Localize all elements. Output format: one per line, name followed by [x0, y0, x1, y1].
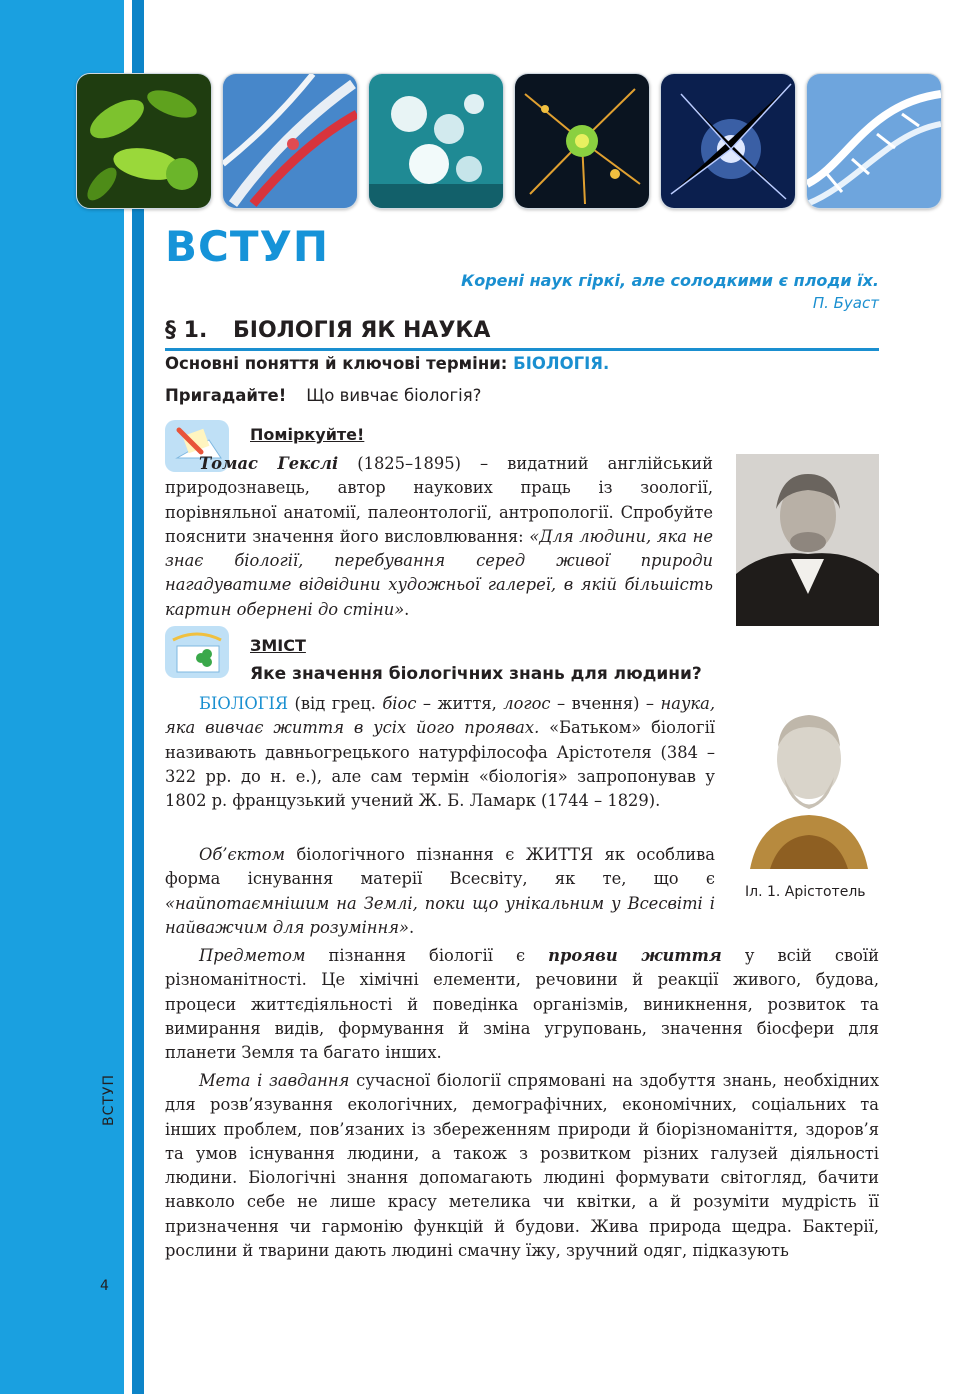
key-terms — [165, 354, 609, 373]
aristotle-bust — [740, 697, 878, 869]
epigraph-quote: Корені наук гіркі, але солодкими є плоди їх. — [461, 271, 879, 290]
content-question: Яке значення біологічних знань для людини? — [250, 664, 702, 684]
think-end: . — [404, 599, 410, 619]
recall-text: Що вивчає біологія? — [306, 386, 482, 405]
paragraph-title: БІОЛОГІЯ ЯК НАУКА — [233, 318, 491, 343]
p1-text-3: – вчення) – — [550, 694, 661, 713]
p2-text-1: біологічного пізнання є ЖИТТЯ як особлива форма існування матерії Всесвіту, як те, що є — [165, 845, 715, 889]
figure-caption: Іл. 1. Арістотель — [745, 884, 866, 900]
epigraph — [461, 270, 879, 314]
biology-definition — [165, 692, 715, 813]
bacteria-image — [76, 73, 212, 209]
energy-image — [660, 73, 796, 209]
recall-label: Пригадайте! — [165, 386, 287, 405]
epigraph-author: П. Буаст — [812, 294, 879, 312]
chapter-title: ВСТУП — [165, 222, 330, 271]
subject-paragraph — [165, 944, 879, 1065]
left-margin-stripe — [0, 0, 124, 1394]
p1-logos: логос — [503, 694, 551, 713]
header-image-strip — [76, 73, 946, 209]
molecule-image — [368, 73, 504, 209]
p1-bios: біос — [382, 694, 417, 713]
p4-text-1: сучасної біології спрямовані на здобуття знань, необхідних для розв’язування екологічних, демографічних, економічних, соціальних та інших проблем, пов’язаних із збереженням природи й біорізноманіття, здоров’я та умов існування людини, а також з розвитком різних галузей діяльності людини. Біологічні знання допомагають людині формувати світогляд, бачити навколо себе не лише красу метелика чи квітки, а й розуміти мудрість її призначення чи гармонію функцій й будови. Жива природа щедра. Бактерії, рослини й тварини дають людині смачну їжу, зручний одяг, підказують — [165, 1071, 879, 1261]
paragraph-number: § 1. — [165, 318, 208, 343]
content-heading: ЗМІСТ — [250, 636, 306, 655]
side-section-label: ВСТУП — [101, 1074, 117, 1126]
paragraph-heading — [165, 318, 879, 351]
p3-life-manifestations: прояви життя — [548, 946, 722, 965]
p1-text-4: «Батьком» біології називають давньогрецького натурфілософа Арістотеля (384 – 322 рр. до н. е.), але сам термін «біологія» запропонував у 1802 р. французький учений Ж. Б. Ламарк (1744 – 1829). — [165, 718, 715, 811]
content-icon — [163, 624, 231, 680]
p3-text-1: пізнання біології є — [305, 946, 549, 965]
p2-object: Об’єктом — [199, 845, 286, 864]
think-body: (1825–1895) – видатний англійський природознавець, автор наукових праць із зоології, порівняльної анатомії, палеонтології, антропології. Спробуйте пояснити значення його висловлювання: — [165, 454, 714, 546]
dna-helix-image — [806, 73, 942, 209]
key-terms-label: Основні поняття й ключові терміни: — [165, 354, 514, 373]
term-biology: БІОЛОГІЯ — [199, 694, 289, 713]
p4-goals: Мета і завдання — [199, 1071, 350, 1090]
margin-divider — [124, 0, 132, 1394]
think-heading: Поміркуйте! — [250, 425, 365, 444]
p1-text-2: – життя, — [416, 694, 504, 713]
goals-paragraph — [165, 1069, 879, 1263]
p3-subject: Предметом — [199, 946, 306, 965]
p3-text-2: у всій своїй різноманітності. Це хімічні елементи, речовини й реакції живого, будова, процеси життєдіяльності й поведінка організмів, виникнення, розвиток та вимирання видів, формування й зміна угруповань, значення біосфери для планети Земля та багато інших. — [165, 946, 879, 1063]
think-quote: «Для людини, яка не знає біології, перебування серед живої природи нагадуватиме відвідини художньої галереї, в якій більшість картин обернені до стіни» — [165, 526, 713, 619]
p1-definition: наука, яка вивчає життя в усіх його проявах. — [165, 694, 716, 738]
scientist-name: Томас Гекслі — [199, 454, 339, 473]
recall-prompt — [165, 386, 481, 405]
p2-text-2: . — [408, 917, 415, 937]
huxley-portrait — [736, 454, 879, 626]
inner-margin-stripe — [132, 0, 144, 1394]
dna-model-image — [222, 73, 358, 209]
object-paragraph — [165, 843, 715, 940]
neuron-image — [514, 73, 650, 209]
think-text — [165, 452, 713, 622]
p2-quote: «найпотаємнішим на Землі, поки що унікальним у Всесвіті і найважчим для розуміння» — [165, 893, 715, 937]
page-number: 4 — [100, 1278, 109, 1294]
p1-text-1: (від грец. — [288, 694, 383, 713]
key-term: БІОЛОГІЯ. — [513, 354, 610, 373]
